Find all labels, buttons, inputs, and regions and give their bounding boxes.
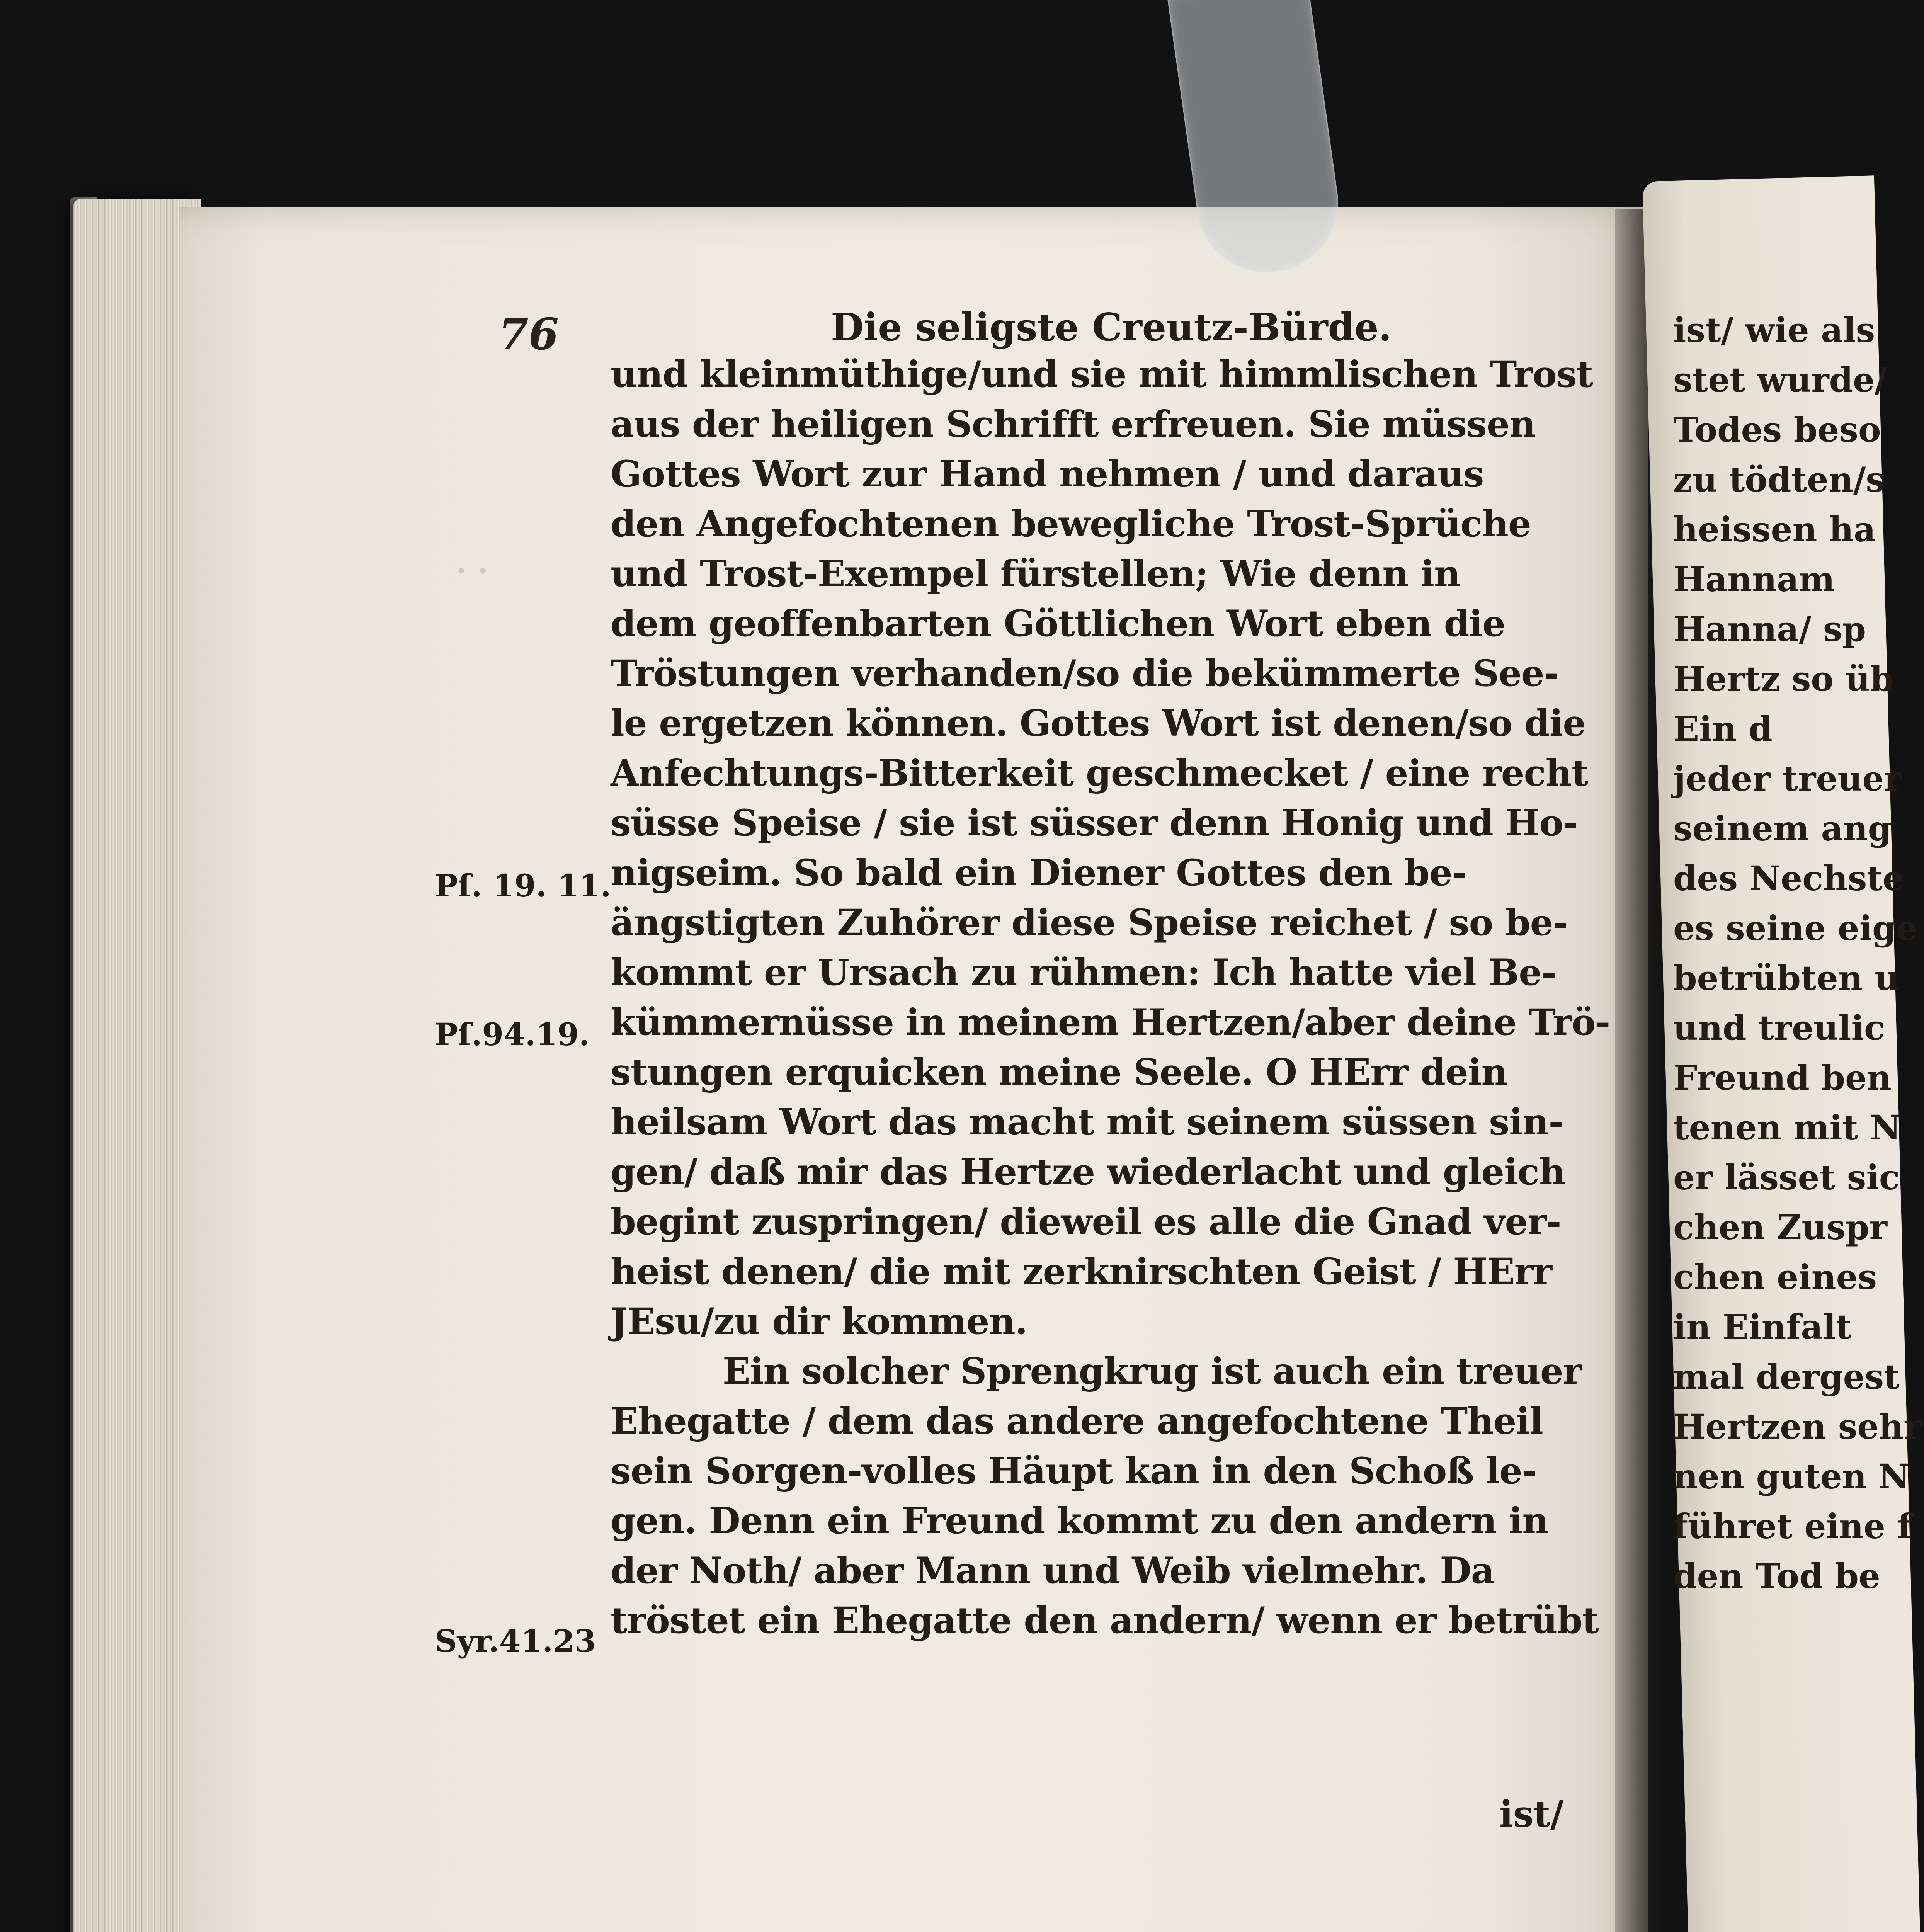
facing-text-line: den Tod be bbox=[1673, 1556, 1880, 1596]
facing-text-line: Hertzen sehr bbox=[1673, 1406, 1922, 1447]
facing-text-line: Freund ben bbox=[1673, 1058, 1892, 1098]
facing-text-line: führet eine f bbox=[1673, 1506, 1912, 1546]
facing-text-line: es seine eige bbox=[1673, 908, 1918, 948]
margin-note-sirach-41: Syr.41.23 bbox=[435, 1623, 596, 1659]
facing-text-line: Hertz so üb bbox=[1673, 659, 1894, 699]
text-line: gen/ daß mir das Hertze wiederlacht und gleich bbox=[611, 1151, 1565, 1193]
facing-text-line: des Nechste bbox=[1673, 858, 1904, 898]
facing-text-line: Ein d bbox=[1673, 709, 1773, 749]
text-line: und kleinmüthige/und sie mit himmlischen Trost bbox=[611, 353, 1593, 396]
facing-text-line: und treulic bbox=[1673, 1008, 1885, 1048]
facing-text-line: chen Zuspr bbox=[1673, 1207, 1887, 1247]
running-head: Die seligste Creutz-Bürde. bbox=[831, 305, 1392, 350]
facing-text-line: heissen ha bbox=[1673, 509, 1876, 549]
facing-text-line: betrübten u bbox=[1673, 958, 1900, 998]
text-line: ängstigten Zuhörer diese Speise reichet / so be- bbox=[611, 901, 1568, 944]
text-line: stungen erquicken meine Seele. O HErr dein bbox=[611, 1051, 1507, 1094]
text-line: le ergetzen können. Gottes Wort ist denen/so die bbox=[611, 702, 1586, 745]
text-line: Tröstungen verhanden/so die bekümmerte See- bbox=[611, 652, 1559, 695]
facing-page-text bbox=[1673, 305, 1922, 1601]
margin-note-psalm-94: Pſ.94.19. bbox=[435, 1016, 590, 1053]
facing-text-line: mal dergest bbox=[1673, 1357, 1900, 1397]
text-line: der Noth/ aber Mann und Weib vielmehr. Da bbox=[611, 1549, 1494, 1592]
text-line: JEsu/zu dir kommen. bbox=[611, 1300, 1027, 1343]
text-line: kommt er Ursach zu rühmen: Ich hatte viel Be- bbox=[611, 951, 1557, 994]
facing-text-line: tenen mit N bbox=[1673, 1107, 1901, 1148]
facing-text-line: Hannam bbox=[1673, 559, 1835, 599]
catchword: ist/ bbox=[1499, 1793, 1564, 1835]
text-line: Anfechtungs-Bitterkeit geschmecket / eine recht bbox=[611, 752, 1588, 794]
text-line: heist denen/ die mit zerknirschten Geist / HErr bbox=[611, 1250, 1552, 1293]
text-line: kümmernüsse in meinem Hertzen/aber deine Trö- bbox=[611, 1001, 1610, 1044]
text-line: begint zuspringen/ dieweil es alle die Gnad ver- bbox=[611, 1201, 1561, 1243]
facing-text-line: Hanna/ sp bbox=[1673, 609, 1866, 649]
text-line: Gottes Wort zur Hand nehmen / und daraus bbox=[611, 453, 1484, 495]
facing-text-line: Todes beso bbox=[1673, 410, 1881, 450]
text-line: nigseim. So bald ein Diener Gottes den be- bbox=[611, 852, 1467, 894]
text-line: dem geoffenbarten Göttlichen Wort eben die bbox=[611, 602, 1506, 645]
text-line: süsse Speise / sie ist süsser denn Honig und Ho- bbox=[611, 802, 1578, 844]
page-number: 76 bbox=[498, 309, 559, 360]
margin-note-psalm-19: Pſ. 19. 11. bbox=[435, 867, 611, 904]
text-line: tröstet ein Ehegatte den andern/ wenn er betrübt bbox=[611, 1599, 1599, 1642]
show-through-ink: · · bbox=[456, 553, 488, 589]
text-line: aus der heiligen Schrifft erfreuen. Sie müssen bbox=[611, 403, 1536, 446]
text-line: Ehegatte / dem das andere angefochtene Theil bbox=[611, 1400, 1543, 1442]
facing-text-line: chen eines bbox=[1673, 1257, 1877, 1297]
text-line: und Trost-Exempel fürstellen; Wie denn in bbox=[611, 553, 1460, 595]
facing-text-line: ist/ wie als bbox=[1673, 310, 1875, 350]
text-line: Ein solcher Sprengkrug ist auch ein treuer bbox=[723, 1350, 1582, 1393]
text-line: sein Sorgen-volles Häupt kan in den Schoß le- bbox=[611, 1450, 1537, 1492]
facing-text-line: er lässet sic bbox=[1673, 1157, 1900, 1197]
facing-text-line: in Einfalt bbox=[1673, 1307, 1852, 1347]
facing-text-line: stet wurde/ bbox=[1673, 360, 1887, 400]
facing-text-line: zu tödten/s bbox=[1673, 459, 1885, 500]
facing-text-line: seinem ang bbox=[1673, 808, 1892, 849]
text-line: heilsam Wort das macht mit seinem süssen sin- bbox=[611, 1101, 1563, 1143]
facing-text-line: nen guten N bbox=[1673, 1456, 1910, 1497]
body-text bbox=[611, 350, 1610, 1646]
text-line: den Angefochtenen bewegliche Trost-Sprüche bbox=[611, 503, 1531, 545]
text-line: gen. Denn ein Freund kommt zu den andern in bbox=[611, 1500, 1548, 1542]
facing-text-line: jeder treuer bbox=[1673, 759, 1902, 799]
